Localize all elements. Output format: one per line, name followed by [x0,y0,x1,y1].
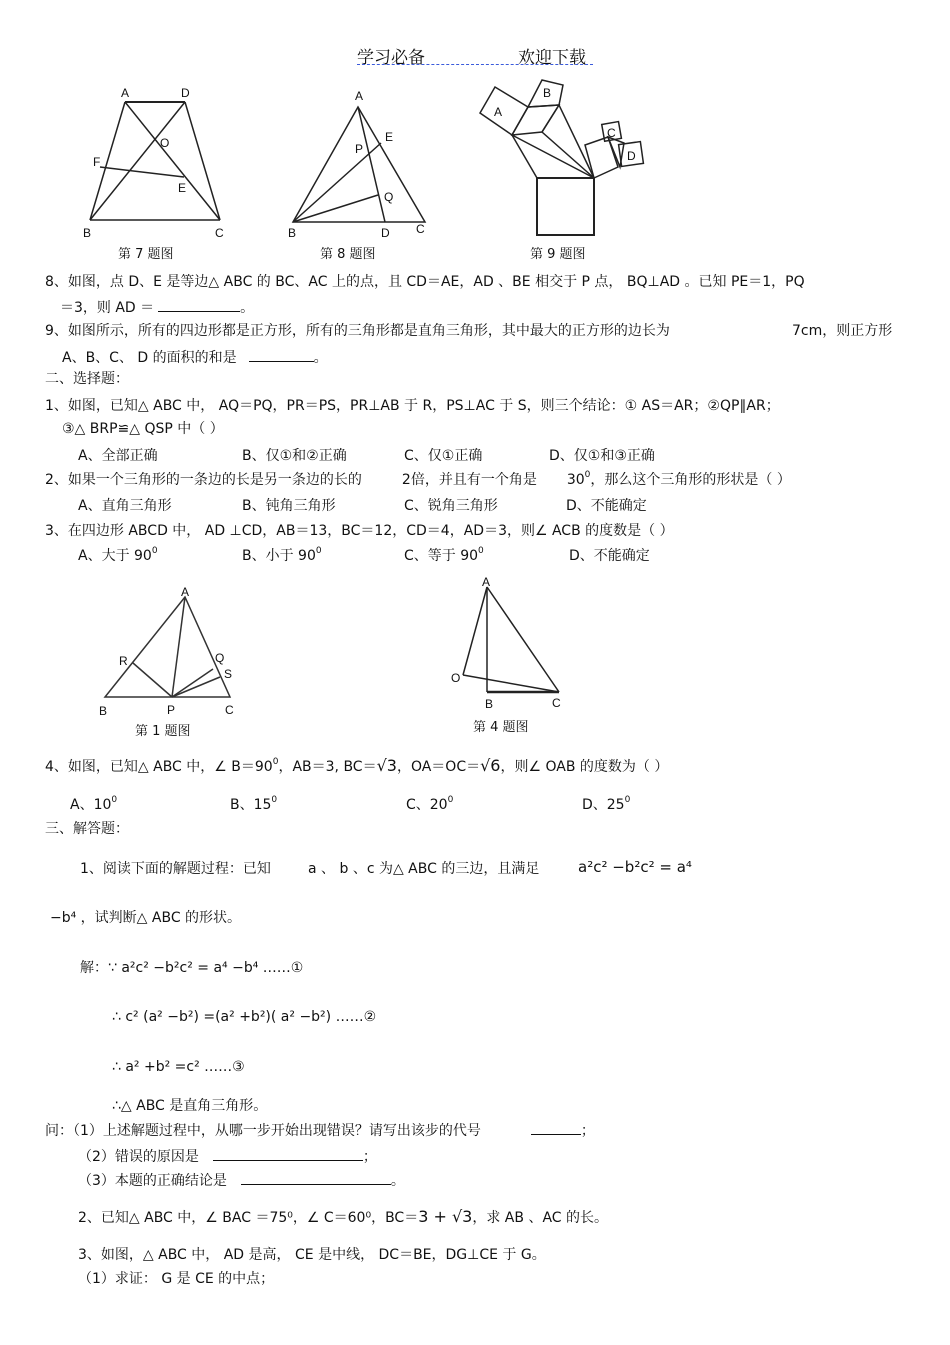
s1-ask3-blank[interactable] [241,1170,391,1185]
fig7-label-B: B [83,226,92,240]
c4-option-c[interactable]: C、$20^0$ [406,795,454,813]
s1-ask1: 问：（1）上述解题过程中，从哪一步开始出现错误？请写出该步的代号 ； [45,1120,595,1140]
c4-option-b[interactable]: B、$15^0$ [230,795,278,813]
q8-answer-blank[interactable] [158,297,240,312]
fig7-label-O: O [160,136,170,150]
fig8-label-D: D [381,226,390,240]
c2-line1: 2、如果一个三角形的一条边的长是另一条边的长的 2倍，并且有一个角是 $30^0$，那么这个三角形的形状是（ ） [45,470,791,488]
s1-ask2: （2）错误的原因是 ； [78,1146,377,1166]
figure-8 [283,85,433,245]
s2-line1: 2、已知△ ABC 中，∠ BAC ＝75⁰，∠ C＝60⁰，BC＝3 + √3，求 AB 、AC 的长。 [78,1207,608,1226]
q4-label-B: B [485,697,494,711]
q9-line1: 9、如图所示，所有的四边形都是正方形，所有的三角形都是直角三角形，其中最大的正方形的边长为 [45,323,670,339]
c1-option-d[interactable]: D、仅①和③正确 [549,448,655,464]
s3-line2: （1）求证： G 是 CE 的中点； [78,1271,275,1287]
fig8-label-Q: Q [384,190,394,204]
figure-9 [470,75,650,245]
s1-line1b: a 、 b 、c 为△ ABC 的三边，且满足 [308,861,540,877]
c2-option-c[interactable]: C、锐角三角形 [404,498,498,514]
section-2-title: 二、选择题： [45,371,129,387]
fig9-label-A: A [494,105,503,119]
fig9-caption: 第 9 题图 [530,247,586,262]
header-left: 学习必备 [357,48,425,68]
figure-q4 [445,575,575,715]
c3-option-c[interactable]: C、等于 $90^0$ [404,546,484,564]
fig9-label-D: D [627,149,636,163]
s1-equation: a²c² −b²c² = a⁴ [578,858,692,876]
fig7-label-F: F [93,155,101,169]
fig8-caption: 第 8 题图 [320,247,376,262]
q9-answer-blank[interactable] [249,347,314,362]
q4-label-C: C [552,696,561,710]
fig8-label-C: C [416,222,425,236]
fig7-label-C: C [215,226,224,240]
c1-option-b[interactable]: B、仅①和②正确 [242,448,347,464]
fig8-label-A: A [355,89,364,103]
q9-line2: A、B、C、 D 的面积的和是 。 [62,347,328,367]
s1-step2: ∴ c² (a² −b²) =(a² +b²)( a² −b²) ……② [112,1009,377,1025]
c3-option-a[interactable]: A、大于 $90^0$ [78,546,158,564]
fig8-label-B: B [288,226,297,240]
section-3-title: 三、解答题： [45,821,129,837]
s1-step1: 解：∵ a²c² −b²c² = a⁴ −b⁴ ……① [80,960,304,976]
figure-7 [80,80,240,245]
c4-option-a[interactable]: A、$10^0$ [70,795,118,813]
fig7-caption: 第 7 题图 [118,247,174,262]
s1-line2: −b⁴ ，试判断△ ABC 的形状。 [50,910,242,926]
c3-line1: 3、在四边形 ABCD 中， AD ⊥CD，AB＝13，BC＝12，CD＝4，AD＝3，则∠ ACB 的度数是（ ） [45,523,674,539]
c2-option-d[interactable]: D、不能确定 [566,498,647,514]
c3-option-d[interactable]: D、不能确定 [569,548,650,564]
q1-label-Q: Q [215,651,225,665]
s1-step3: ∴ a² +b² =c² ……③ [112,1059,245,1075]
q1-label-C: C [225,703,234,717]
q9-line1b: 7cm，则正方形 [792,323,893,339]
q8-line1: 8、如图，点 D、E 是等边△ ABC 的 BC、AC 上的点，且 CD＝AE，AD 、BE 相交于 P 点， BQ⊥AD 。已知 PE＝1，PQ [45,274,805,290]
fig7-label-E: E [178,181,187,195]
s1-step4: ∴△ ABC 是直角三角形。 [112,1098,268,1114]
c1-line2: ③△ BRP≌△ QSP 中（ ） [62,421,224,437]
q1-label-R: R [119,654,128,668]
fig7-label-D: D [181,86,190,100]
c4-option-d[interactable]: D、$25^0$ [582,795,631,813]
figure-q1 [95,585,245,720]
fig9-label-B: B [543,86,552,100]
s1-ask3: （3）本题的正确结论是 。 [78,1170,405,1190]
q4-label-A: A [482,575,491,589]
q1-label-A: A [181,585,190,599]
q1-label-P: P [167,703,176,717]
c1-line1: 1、如图，已知△ ABC 中， AQ＝PQ，PR＝PS，PR⊥AB 于 R，PS⊥AC 于 S，则三个结论：① AS＝AR；②QP∥AR； [45,398,780,414]
fig8-label-E: E [385,130,394,144]
c2-option-b[interactable]: B、钝角三角形 [242,498,336,514]
fig8-label-P: P [355,142,364,156]
header-underline [357,64,593,65]
q1-label-B: B [99,704,108,718]
s3-line1: 3、如图，△ ABC 中， AD 是高， CE 是中线， DC＝BE，DG⊥CE 于 G。 [78,1247,546,1263]
s1-ask2-blank[interactable] [213,1146,363,1161]
c1-option-c[interactable]: C、仅①正确 [404,448,483,464]
figq1-caption: 第 1 题图 [135,724,191,739]
header-right: 欢迎下载 [518,48,586,68]
fig7-label-A: A [121,86,130,100]
c1-option-a[interactable]: A、全部正确 [78,448,158,464]
q1-label-S: S [224,667,233,681]
figq4-caption: 第 4 题图 [473,720,529,735]
s1-ask1-blank[interactable] [531,1120,581,1135]
c2-option-a[interactable]: A、直角三角形 [78,498,172,514]
s1-line1: 1、阅读下面的解题过程：已知 [80,861,271,877]
c4-line1: 4、如图，已知△ ABC 中，∠ $B=90^0$，AB＝3, BC＝√3，OA＝OC＝√6，则∠ OAB 的度数为（ ） [45,756,669,775]
q4-label-O: O [451,671,461,685]
q8-line2: ＝3，则 AD ＝ 。 [60,297,254,317]
fig9-label-C: C [607,126,616,140]
c3-option-b[interactable]: B、小于 $90^0$ [242,546,322,564]
